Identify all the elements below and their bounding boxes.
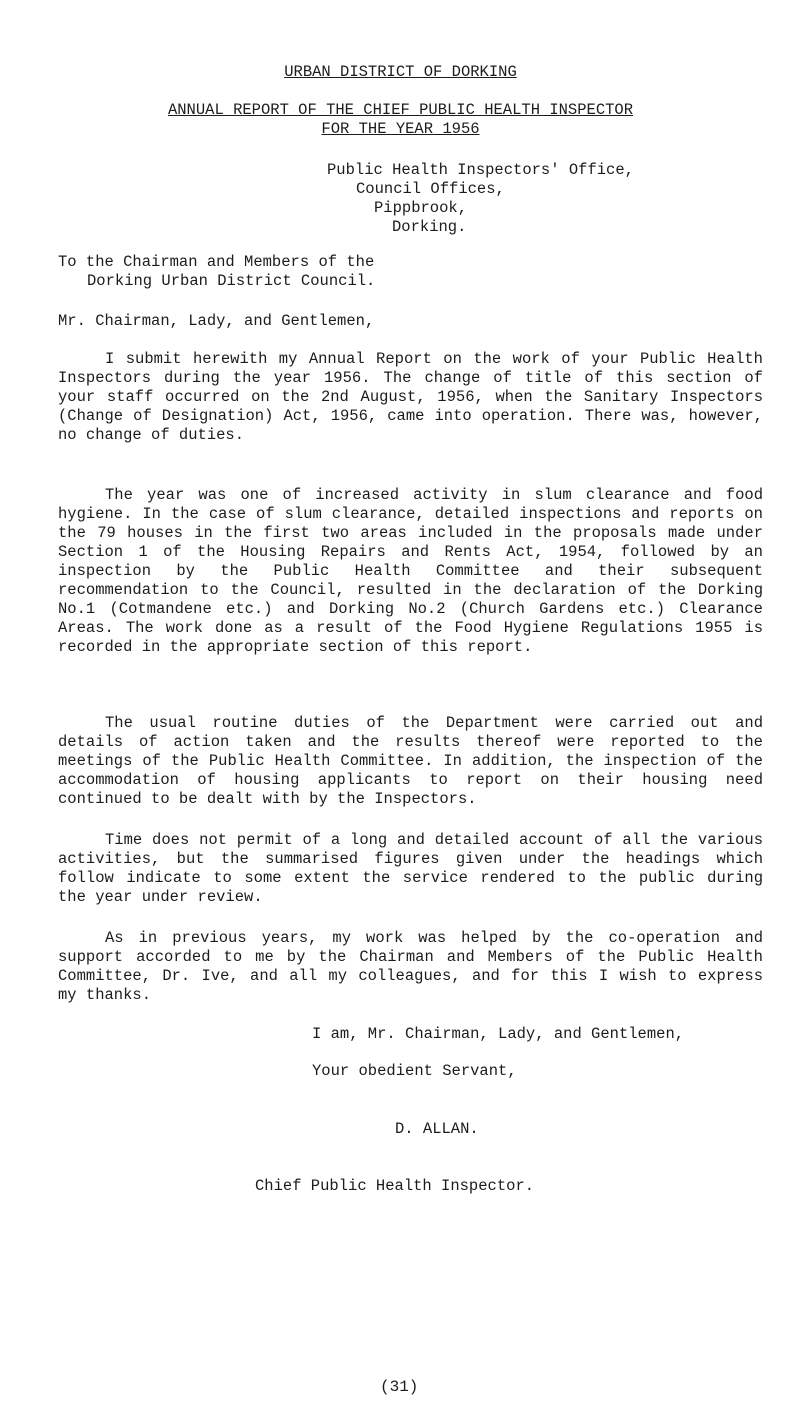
salutation: Mr. Chairman, Lady, and Gentlemen,: [58, 312, 375, 330]
page-number: (31): [380, 1378, 419, 1396]
report-title-line-1: ANNUAL REPORT OF THE CHIEF PUBLIC HEALTH INSPECTOR: [167, 101, 634, 119]
signature: D. ALLAN.: [395, 1120, 479, 1138]
paragraph-introduction: I submit herewith my Annual Report on the work of your Public Health Inspectors during the year 1956. The change of title of this section of your staff occurred on the 2nd August, 1956, when the Sanitary Inspectors (Change of Designation) Act, 1956, came into operation. There was, however, no change of duties.: [58, 350, 763, 444]
addressee-line-1: To the Chairman and Members of the: [58, 253, 375, 271]
report-title-line-2: FOR THE YEAR 1956: [321, 120, 480, 138]
paragraph-routine-duties: The usual routine duties of the Department were carried out and details of action taken and the results thereof were reported to the meetings of the Public Health Committee. In addition, the inspection of the accommodation of housing applicants to report on their housing need continued to be dealt with by the Inspectors.: [58, 714, 763, 808]
address-line-office: Public Health Inspectors' Office,: [327, 161, 634, 179]
sender-address: [327, 161, 634, 237]
address-line-town: Dorking.: [392, 218, 467, 236]
address-line-street: Pippbrook,: [374, 199, 468, 217]
paragraph-thanks: As in previous years, my work was helped by the co-operation and support accorded to me by the Chairman and Members of the Public Health Committee, Dr. Ive, and all my colleagues, and for this I wish to express my thanks.: [58, 929, 763, 1004]
closing-line: I am, Mr. Chairman, Lady, and Gentlemen,: [312, 1025, 685, 1043]
paragraph-slum-clearance: The year was one of increased activity in slum clearance and food hygiene. In the case of slum clearance, detailed inspections and reports on the 79 houses in the first two areas included in the proposals made under Section 1 of the Housing Repairs and Rents Act, 1954, followed by an inspection by the Public Health Committee and their subsequent recommendation to the Council, resulted in the declaration of the Dorking No.1 (Cotmandene etc.) and Dorking No.2 (Church Gardens etc.) Clearance Areas. The work done as a result of the Food Hygiene Regulations 1955 is recorded in the appropriate section of this report.: [58, 486, 763, 656]
paragraph-activities: Time does not permit of a long and detailed account of all the various activities, but the summarised figures given under the headings which follow indicate to some extent the service rendered to the public during the year under review.: [58, 831, 763, 906]
addressee: [58, 253, 758, 291]
district-heading: URBAN DISTRICT OF DORKING: [284, 63, 517, 81]
address-line-council: Council Offices,: [356, 180, 505, 198]
addressee-line-2: Dorking Urban District Council.: [87, 272, 376, 290]
signatory-title: Chief Public Health Inspector.: [255, 1177, 535, 1195]
closing-servant: Your obedient Servant,: [312, 1062, 517, 1080]
